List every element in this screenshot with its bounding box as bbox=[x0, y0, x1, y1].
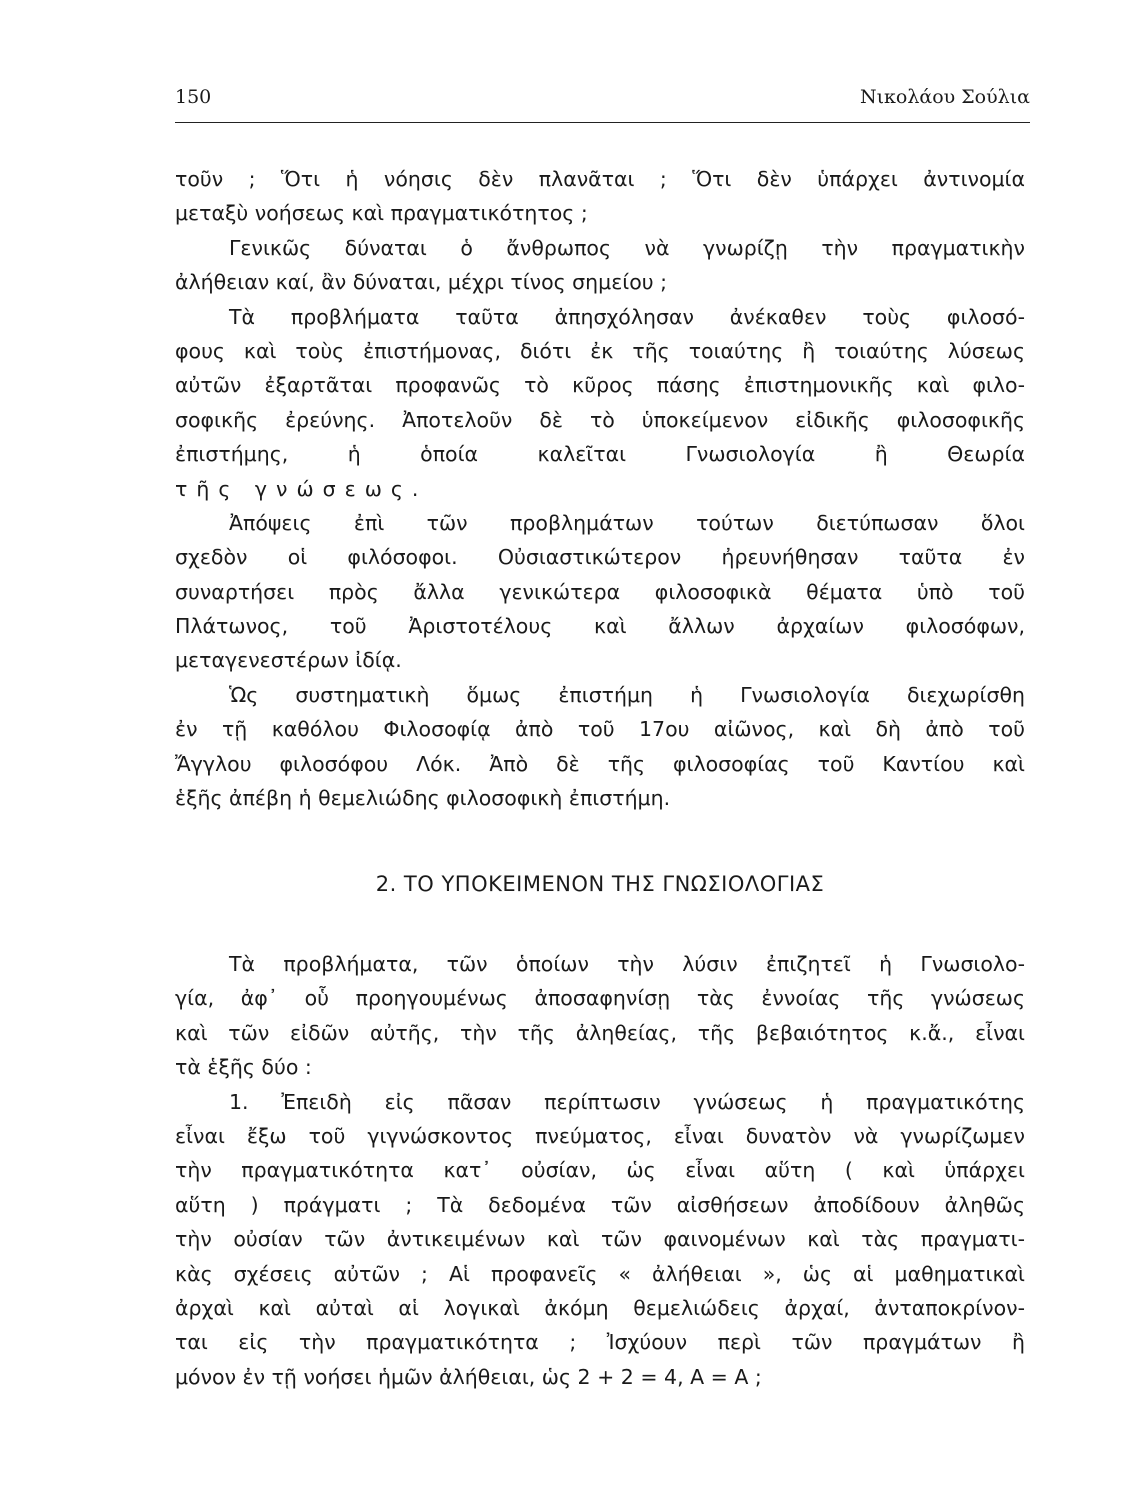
text-line: καὶ τῶν εἰδῶν αὐτῆς, τὴν τῆς ἀληθείας, τῆς βεβαιότητος κ.ἄ., εἶναι bbox=[175, 1020, 1025, 1045]
text-line: ἀλήθειαν καί, ἂν δύναται, μέχρι τίνος σημείου ; bbox=[175, 270, 668, 295]
text-line: τὴν οὐσίαν τῶν ἀντικειμένων καὶ τῶν φαινομένων καὶ τὰς πραγματι- bbox=[175, 1227, 1025, 1252]
text-line: τῆς γνώσεως. bbox=[175, 476, 428, 501]
text-line: Ὡς συστηματικὴ ὅμως ἐπιστήμη ἡ Γνωσιολογία διεχωρίσθη bbox=[229, 682, 1025, 707]
text-line: συναρτήσει πρὸς ἄλλα γενικώτερα φιλοσοφικὰ θέματα ὑπὸ τοῦ bbox=[175, 579, 1025, 604]
text-line: Πλάτωνος, τοῦ Ἀριστοτέλους καὶ ἄλλων ἀρχαίων φιλοσόφων, bbox=[175, 614, 1025, 639]
running-head: Νικολάου Σούλια bbox=[859, 86, 1030, 108]
section-heading: 2. ΤΟ ΥΠΟΚΕΙΜΕΝΟΝ ΤΗΣ ΓΝΩΣΙΟΛΟΓΙΑΣ bbox=[375, 872, 825, 896]
text-line: τὴν πραγματικότητα κατ᾽ οὐσίαν, ὡς εἶναι αὕτη ( καὶ ὑπάρχει bbox=[175, 1158, 1025, 1183]
text-line: Ἀπόψεις ἐπὶ τῶν προβλημάτων τούτων διετύπωσαν ὅλοι bbox=[229, 510, 1025, 535]
text-line: Ἄγγλου φιλοσόφου Λόκ. Ἀπὸ δὲ τῆς φιλοσοφίας τοῦ Καντίου καὶ bbox=[175, 751, 1025, 776]
text-line: μόνον ἐν τῇ νοήσει ἡμῶν ἀλήθειαι, ὡς 2 + 2 = 4, Α = Α ; bbox=[175, 1364, 762, 1389]
text-line: φους καὶ τοὺς ἐπιστήμονας, διότι ἐκ τῆς τοιαύτης ἢ τοιαύτης λύσεως bbox=[175, 338, 1025, 363]
section-2-text bbox=[175, 947, 1025, 1394]
text-line: ἑξῆς ἀπέβη ἡ θεμελιώδης φιλοσοφικὴ ἐπιστήμη. bbox=[175, 786, 671, 811]
text-line: αὕτη ) πράγματι ; Τὰ δεδομένα τῶν αἰσθήσεων ἀποδίδουν ἀληθῶς bbox=[175, 1192, 1025, 1217]
section-1-text bbox=[175, 162, 1025, 815]
page-number: 150 bbox=[175, 86, 212, 108]
text-line: μεταξὺ νοήσεως καὶ πραγματικότητος ; bbox=[175, 201, 588, 226]
page-header bbox=[175, 84, 1030, 116]
text-line: σχεδὸν οἱ φιλόσοφοι. Οὐσιαστικώτερον ἠρευνήθησαν ταῦτα ἐν bbox=[175, 545, 1025, 570]
text-line: αὐτῶν ἐξαρτᾶται προφανῶς τὸ κῦρος πάσης ἐπιστημονικῆς καὶ φιλο- bbox=[175, 373, 1025, 398]
text-line: σοφικῆς ἐρεύνης. Ἀποτελοῦν δὲ τὸ ὑποκείμενον εἰδικῆς φιλοσοφικῆς bbox=[175, 407, 1025, 432]
text-line: τοῦν ; Ὅτι ἡ νόησις δὲν πλανᾶται ; Ὅτι δὲν ὑπάρχει ἀντινομία bbox=[175, 167, 1025, 191]
header-rule bbox=[175, 122, 1030, 123]
text-line: κὰς σχέσεις αὐτῶν ; Αἱ προφανεῖς « ἀλήθειαι », ὡς αἱ μαθηματικαὶ bbox=[175, 1261, 1025, 1286]
text-line: ἐπιστήμης, ἡ ὁποία καλεῖται Γνωσιολογία ἢ Θεωρία bbox=[175, 442, 1025, 467]
text-line: 1. Ἐπειδὴ εἰς πᾶσαν περίπτωσιν γνώσεως ἡ πραγματικότης bbox=[229, 1089, 1025, 1114]
text-line: ται εἰς τὴν πραγματικότητα ; Ἰσχύουν περὶ τῶν πραγμάτων ἢ bbox=[175, 1330, 1025, 1355]
text-line: Γενικῶς δύναται ὁ ἄνθρωπος νὰ γνωρίζῃ τὴν πραγματικὴν bbox=[229, 235, 1025, 260]
text-line: ἐν τῇ καθόλου Φιλοσοφίᾳ ἀπὸ τοῦ 17ου αἰῶνος, καὶ δὴ ἀπὸ τοῦ bbox=[175, 717, 1025, 742]
text-line: Τὰ προβλήματα, τῶν ὁποίων τὴν λύσιν ἐπιζητεῖ ἡ Γνωσιολο- bbox=[229, 952, 1025, 976]
text-line: μεταγενεστέρων ἰδίᾳ. bbox=[175, 648, 402, 673]
text-line: Τὰ προβλήματα ταῦτα ἀπησχόλησαν ἀνέκαθεν τοὺς φιλοσό- bbox=[229, 304, 1025, 329]
text-line: εἶναι ἔξω τοῦ γιγνώσκοντος πνεύματος, εἶναι δυνατὸν νὰ γνωρίζωμεν bbox=[175, 1123, 1025, 1148]
text-line: ἀρχαὶ καὶ αὐταὶ αἱ λογικαὶ ἀκόμη θεμελιώδεις ἀρχαί, ἀνταποκρίνον- bbox=[175, 1295, 1025, 1320]
text-line: τὰ ἑξῆς δύο : bbox=[175, 1055, 312, 1080]
text-line: γία, ἀφ᾽ οὗ προηγουμένως ἀποσαφηνίσῃ τὰς ἐννοίας τῆς γνώσεως bbox=[175, 986, 1025, 1011]
